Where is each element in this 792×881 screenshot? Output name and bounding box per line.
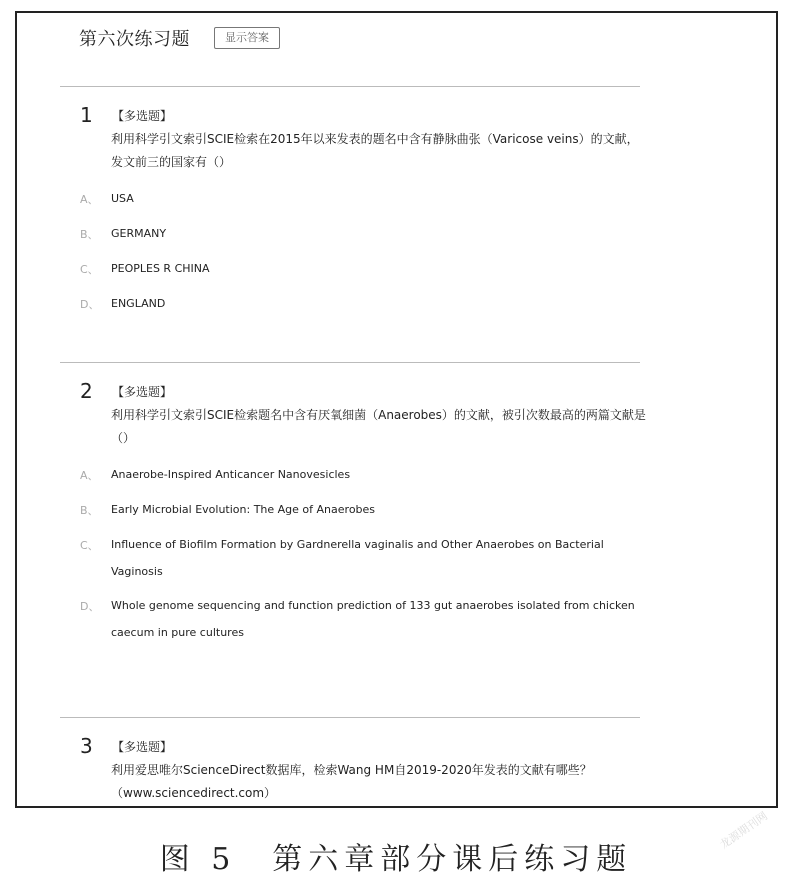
question-number: 2 <box>80 379 93 403</box>
option-text: Early Microbial Evolution: The Age of Anaerobes <box>111 503 376 516</box>
divider <box>60 86 640 87</box>
option-text: GERMANY <box>111 227 167 240</box>
option-text: PEOPLES R CHINA <box>111 262 210 275</box>
option-letter: A、 <box>80 193 99 206</box>
divider <box>60 717 640 718</box>
option-letter: D、 <box>80 600 100 613</box>
option-letter: A、 <box>80 469 99 482</box>
question-type: 【多选题】 <box>112 740 173 754</box>
option-letter: C、 <box>80 539 99 552</box>
question-text: 利用科学引文索引SCIE检索在2015年以来发表的题名中含有静脉曲张（Varicose veins）的文献，发文前三的国家有（） <box>111 132 639 169</box>
show-answer-button[interactable]: 显示答案 <box>214 27 280 49</box>
option-text: Anaerobe-Inspired Anticancer Nanovesicles <box>111 468 351 481</box>
question-text: 利用爱思唯尔ScienceDirect数据库，检索Wang HM自2019-2020年发表的文献有哪些？（www.sciencedirect.com） <box>111 763 592 800</box>
watermark: 龙源期刊网 <box>717 809 771 852</box>
option-text: ENGLAND <box>111 297 166 310</box>
figure-caption: 图 5 第六章部分课后练习题 <box>159 842 633 877</box>
divider <box>60 362 640 363</box>
exercise-panel <box>15 11 778 808</box>
option-letter: C、 <box>80 263 99 276</box>
question-text: 利用科学引文索引SCIE检索题名中含有厌氧细菌（Anaerobes）的文献，被引次数最高的两篇文献是（） <box>111 408 646 445</box>
option-letter: B、 <box>80 228 99 241</box>
option-letter: D、 <box>80 298 100 311</box>
option-text: Whole genome sequencing and function prediction of 133 gut anaerobes isolated from chicken caecum in pure cultures <box>111 599 635 639</box>
question-3 <box>60 734 640 804</box>
question-type: 【多选题】 <box>112 109 173 123</box>
question-type: 【多选题】 <box>112 385 173 399</box>
question-number: 3 <box>80 734 93 758</box>
question-2 <box>60 379 646 679</box>
question-1 <box>60 103 640 333</box>
option-text: USA <box>111 192 134 205</box>
page-title: 第六次练习题 <box>79 29 190 50</box>
option-letter: B、 <box>80 504 99 517</box>
header <box>79 25 280 51</box>
question-number: 1 <box>80 103 93 127</box>
option-text: Influence of Biofilm Formation by Gardnerella vaginalis and Other Anaerobes on Bacterial Vaginosis <box>111 538 604 578</box>
